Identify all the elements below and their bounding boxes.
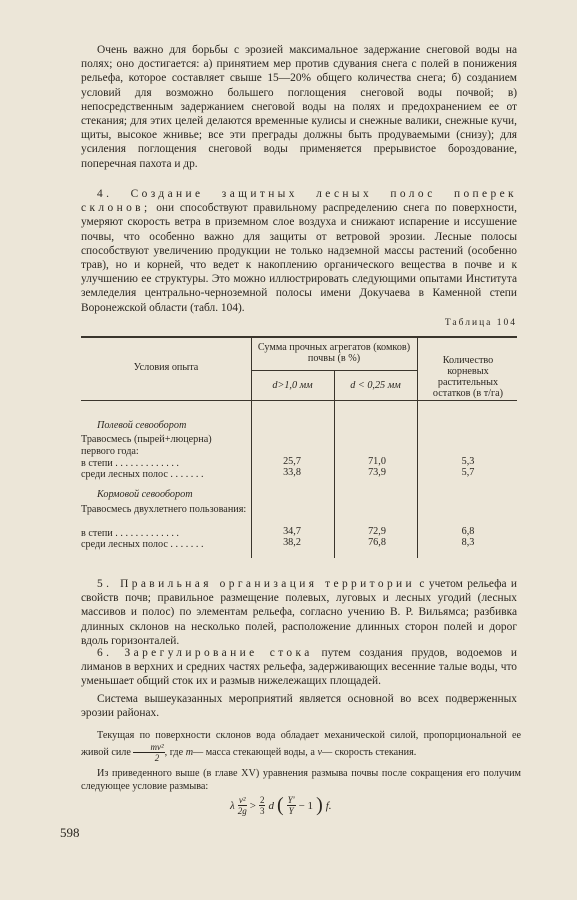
erosion-formula: λ $\frac{\text{v²}}{2g}$ > $\frac{2}{3}$ d ( $\frac{Y'}{Y}$ − 1 ) f.	[230, 794, 332, 816]
cell-value: 76,8	[368, 537, 386, 548]
header-conditions: Условия опыта	[133, 362, 199, 373]
header-d-large: d>1,0 мм	[272, 380, 313, 391]
cell-value: 73,9	[368, 467, 386, 478]
header-aggregates: Сумма прочных агрегатов (комков) почвы (в %)	[257, 342, 411, 364]
cell-value: 25,7	[283, 456, 301, 467]
paragraph-runoff: 6. Зарегулирование стока путем создания прудов, водоемов и лиманов в верхних и средних частях рельефа, задерживающих весенние талые воды, что уменьшает общий сток их и размыв нижележащих площадей.	[81, 647, 517, 688]
row-label-steppe: в степи . . . . . . . . . . . . .	[81, 528, 179, 539]
heading-forest-belts: 4. Создание защитных лесных полос поперек склонов;	[81, 188, 517, 215]
cell-value: 33,8	[283, 467, 301, 478]
row-label-fodder-grass: Травосмесь двухлетнего пользования:	[81, 504, 247, 515]
group-field-rotation: Полевой севооборот	[97, 420, 187, 431]
paragraph-territory: 5. Правильная организация территории с учетом рельефа и свойств почв; правильное размещение полевых, луговых и лесных угодий (лесных массивов и полос) по элементам рельефа, согласно учению В. Р. Вильямса; разбивка длинных склонов на несколько полей, расположение длинных сторон полей и дорог вдоль горизонталей.	[81, 578, 517, 647]
cell-value: 6,8	[461, 526, 475, 537]
paragraph-snow-retention: Очень важно для борьбы с эрозией максимальное задержание снеговой воды на полях; оно достигается: а) принятием мер против сдувания снега с полей в понижения рельефа, которое составляет свыше 15—20% общего количества снега; б) созданием условий для возможно большего поглощения снеговой воды почвой; в) непосредственным задержанием снеговой воды на полях и предохранением ее от стекания; для этих целей делаются временные кулисы и снежные валики, снежные кучи, щиты, высокое жнивье; все эти преграды должны быть продуваемыми (снизу); для усиления поглощения снеговой воды применяется прерывистое бороздование, поперечная пахота и др.	[81, 44, 517, 170]
note-erosion-condition: Из приведенного выше (в главе XV) уравнения размыва почвы после сокращения его получим следующее условие размыва:	[81, 768, 521, 792]
fraction-live-force: $\frac{\text{mv²}}{2}$	[133, 742, 164, 763]
cell-value: 38,2	[283, 537, 301, 548]
cell-value: 5,3	[461, 456, 475, 467]
header-d-small: d < 0,25 мм	[350, 380, 401, 391]
header-root-residues: Количество корневых растительных остатков (в т/га)	[432, 355, 504, 399]
paragraph-system: Система вышеуказанных мероприятий является основной во всех подверженных эрозии районах.	[81, 693, 517, 720]
cell-value: 8,3	[461, 537, 475, 548]
cell-value: 71,0	[368, 456, 386, 467]
row-label-forest: среди лесных полос . . . . . . .	[81, 539, 204, 550]
table-104	[81, 336, 517, 558]
cell-value: 34,7	[283, 526, 301, 537]
row-label-forest: среди лесных полос . . . . . . .	[81, 469, 204, 480]
table-caption: Таблица 104	[444, 318, 517, 328]
heading-territory: 5. Правильная организация территории	[97, 578, 416, 590]
cell-value: 72,9	[368, 526, 386, 537]
row-label-steppe: в степи . . . . . . . . . . . . .	[81, 458, 179, 469]
cell-value: 5,7	[461, 467, 475, 478]
paragraph-forest-belts: 4. Создание защитных лесных полос поперек склонов; они способствуют правильному распределению снега по поверхности, умеряют скорость ветра в приземном слое воздуха и снижают испарение и иссушение почвы, что особенно важно для защиты от ветровой эрозии. Лесные полосы способствуют увеличению продукции не только надземной массы растений (особенно трав), но и корней, что ведет к накоплению органического вещества в почве и к улучшению ее структуры. Это можно иллюстрировать следующими опытами Института земледелия центрально-черноземной полосы имени Докучаева в Каменной степи Воронежской области (табл. 104).	[81, 188, 517, 314]
note-kinetic-force: Текущая по поверхности склонов вода обладает механической силой, пропорциональной ее живой силе $\frac{\text{mv²}}{2}$ , где m— масса стекающей воды, а v— скорость стекания.	[81, 730, 521, 763]
group-fodder-rotation: Кормовой севооборот	[97, 489, 193, 500]
page-number: 598	[60, 825, 80, 840]
heading-runoff: 6. Зарегулирование стока	[97, 647, 313, 659]
row-label-field-grass: Травосмесь (пырей+люцерна) первого года:	[81, 434, 212, 457]
